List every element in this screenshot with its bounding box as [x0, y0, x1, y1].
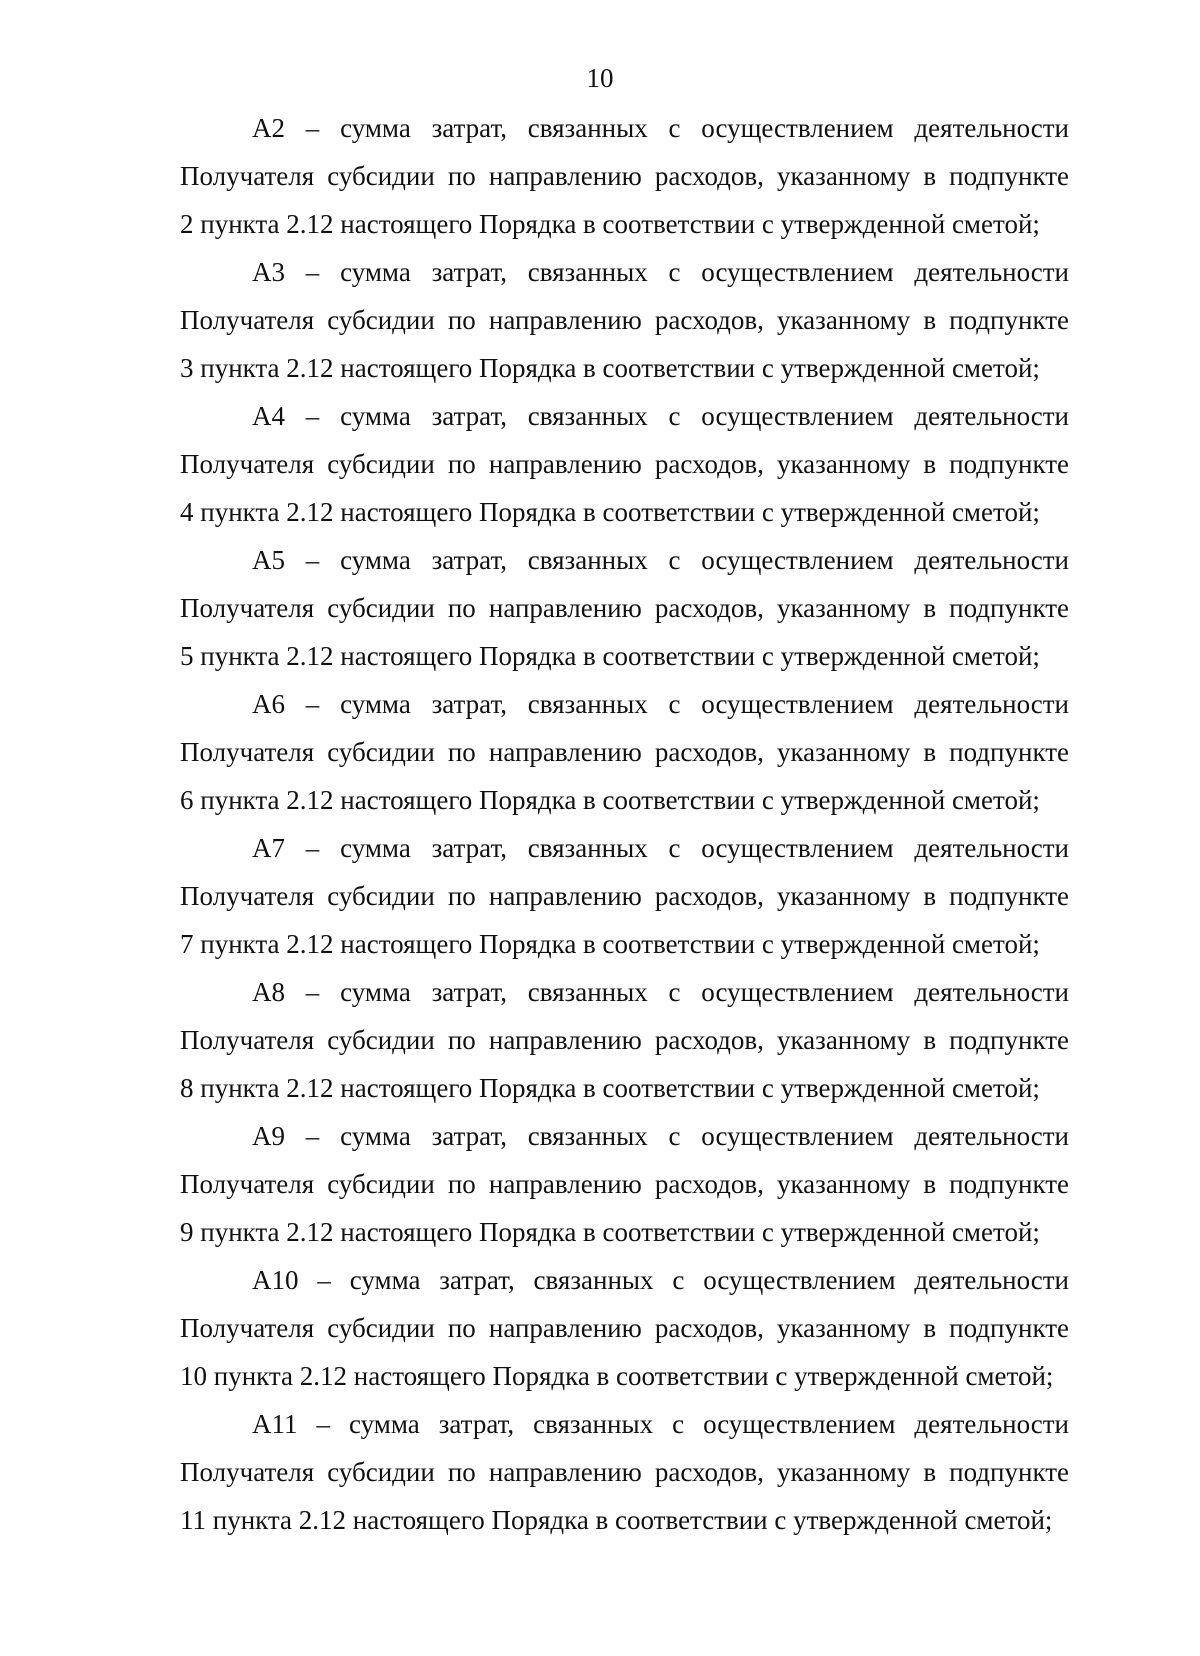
paragraph-line: А2 – сумма затрат, связанных с осуществлением деятельности — [252, 113, 1069, 143]
paragraph-a3 — [180, 248, 1069, 392]
page-number: 10 — [586, 63, 614, 93]
paragraph-a11 — [180, 1400, 1069, 1544]
paragraph-a5 — [180, 536, 1069, 680]
paragraph-line: 10 пункта 2.12 настоящего Порядка в соответствии с утвержденной сметой; — [180, 1361, 1054, 1391]
paragraph-a10 — [180, 1256, 1069, 1400]
document-body — [180, 104, 1069, 1544]
paragraph-line: А8 – сумма затрат, связанных с осуществлением деятельности — [252, 977, 1069, 1007]
paragraph-line: 2 пункта 2.12 настоящего Порядка в соответствии с утвержденной сметой; — [180, 209, 1040, 239]
paragraph-line: 9 пункта 2.12 настоящего Порядка в соответствии с утвержденной сметой; — [180, 1217, 1040, 1247]
paragraph-line: А4 – сумма затрат, связанных с осуществлением деятельности — [252, 401, 1069, 431]
paragraph-line: А5 – сумма затрат, связанных с осуществлением деятельности — [252, 545, 1069, 575]
paragraph-line: А11 – сумма затрат, связанных с осуществлением деятельности — [252, 1409, 1069, 1439]
paragraph-line: 4 пункта 2.12 настоящего Порядка в соответствии с утвержденной сметой; — [180, 497, 1040, 527]
paragraph-line: 5 пункта 2.12 настоящего Порядка в соответствии с утвержденной сметой; — [180, 641, 1040, 671]
paragraph-line: Получателя субсидии по направлению расходов, указанному в подпункте — [180, 1169, 1069, 1199]
paragraph-a9 — [180, 1112, 1069, 1256]
paragraph-line: Получателя субсидии по направлению расходов, указанному в подпункте — [180, 593, 1069, 623]
paragraph-a7 — [180, 824, 1069, 968]
paragraph-line: Получателя субсидии по направлению расходов, указанному в подпункте — [180, 161, 1069, 191]
paragraph-a2 — [180, 104, 1069, 248]
paragraph-a8 — [180, 968, 1069, 1112]
paragraph-line: Получателя субсидии по направлению расходов, указанному в подпункте — [180, 1025, 1069, 1055]
paragraph-line: Получателя субсидии по направлению расходов, указанному в подпункте — [180, 1457, 1069, 1487]
paragraph-line: 3 пункта 2.12 настоящего Порядка в соответствии с утвержденной сметой; — [180, 353, 1040, 383]
paragraph-a6 — [180, 680, 1069, 824]
paragraph-a4 — [180, 392, 1069, 536]
paragraph-line: Получателя субсидии по направлению расходов, указанному в подпункте — [180, 449, 1069, 479]
paragraph-line: А3 – сумма затрат, связанных с осуществлением деятельности — [252, 257, 1069, 287]
paragraph-line: А9 – сумма затрат, связанных с осуществлением деятельности — [252, 1121, 1069, 1151]
paragraph-line: Получателя субсидии по направлению расходов, указанному в подпункте — [180, 305, 1069, 335]
paragraph-line: 7 пункта 2.12 настоящего Порядка в соответствии с утвержденной сметой; — [180, 929, 1040, 959]
paragraph-line: А7 – сумма затрат, связанных с осуществлением деятельности — [252, 833, 1069, 863]
paragraph-line: 11 пункта 2.12 настоящего Порядка в соответствии с утвержденной сметой; — [180, 1505, 1053, 1535]
paragraph-line: А10 – сумма затрат, связанных с осуществлением деятельности — [252, 1265, 1069, 1295]
paragraph-line: 8 пункта 2.12 настоящего Порядка в соответствии с утвержденной сметой; — [180, 1073, 1040, 1103]
paragraph-line: Получателя субсидии по направлению расходов, указанному в подпункте — [180, 881, 1069, 911]
paragraph-line: 6 пункта 2.12 настоящего Порядка в соответствии с утвержденной сметой; — [180, 785, 1040, 815]
paragraph-line: А6 – сумма затрат, связанных с осуществлением деятельности — [252, 689, 1069, 719]
paragraph-line: Получателя субсидии по направлению расходов, указанному в подпункте — [180, 737, 1069, 767]
paragraph-line: Получателя субсидии по направлению расходов, указанному в подпункте — [180, 1313, 1069, 1343]
